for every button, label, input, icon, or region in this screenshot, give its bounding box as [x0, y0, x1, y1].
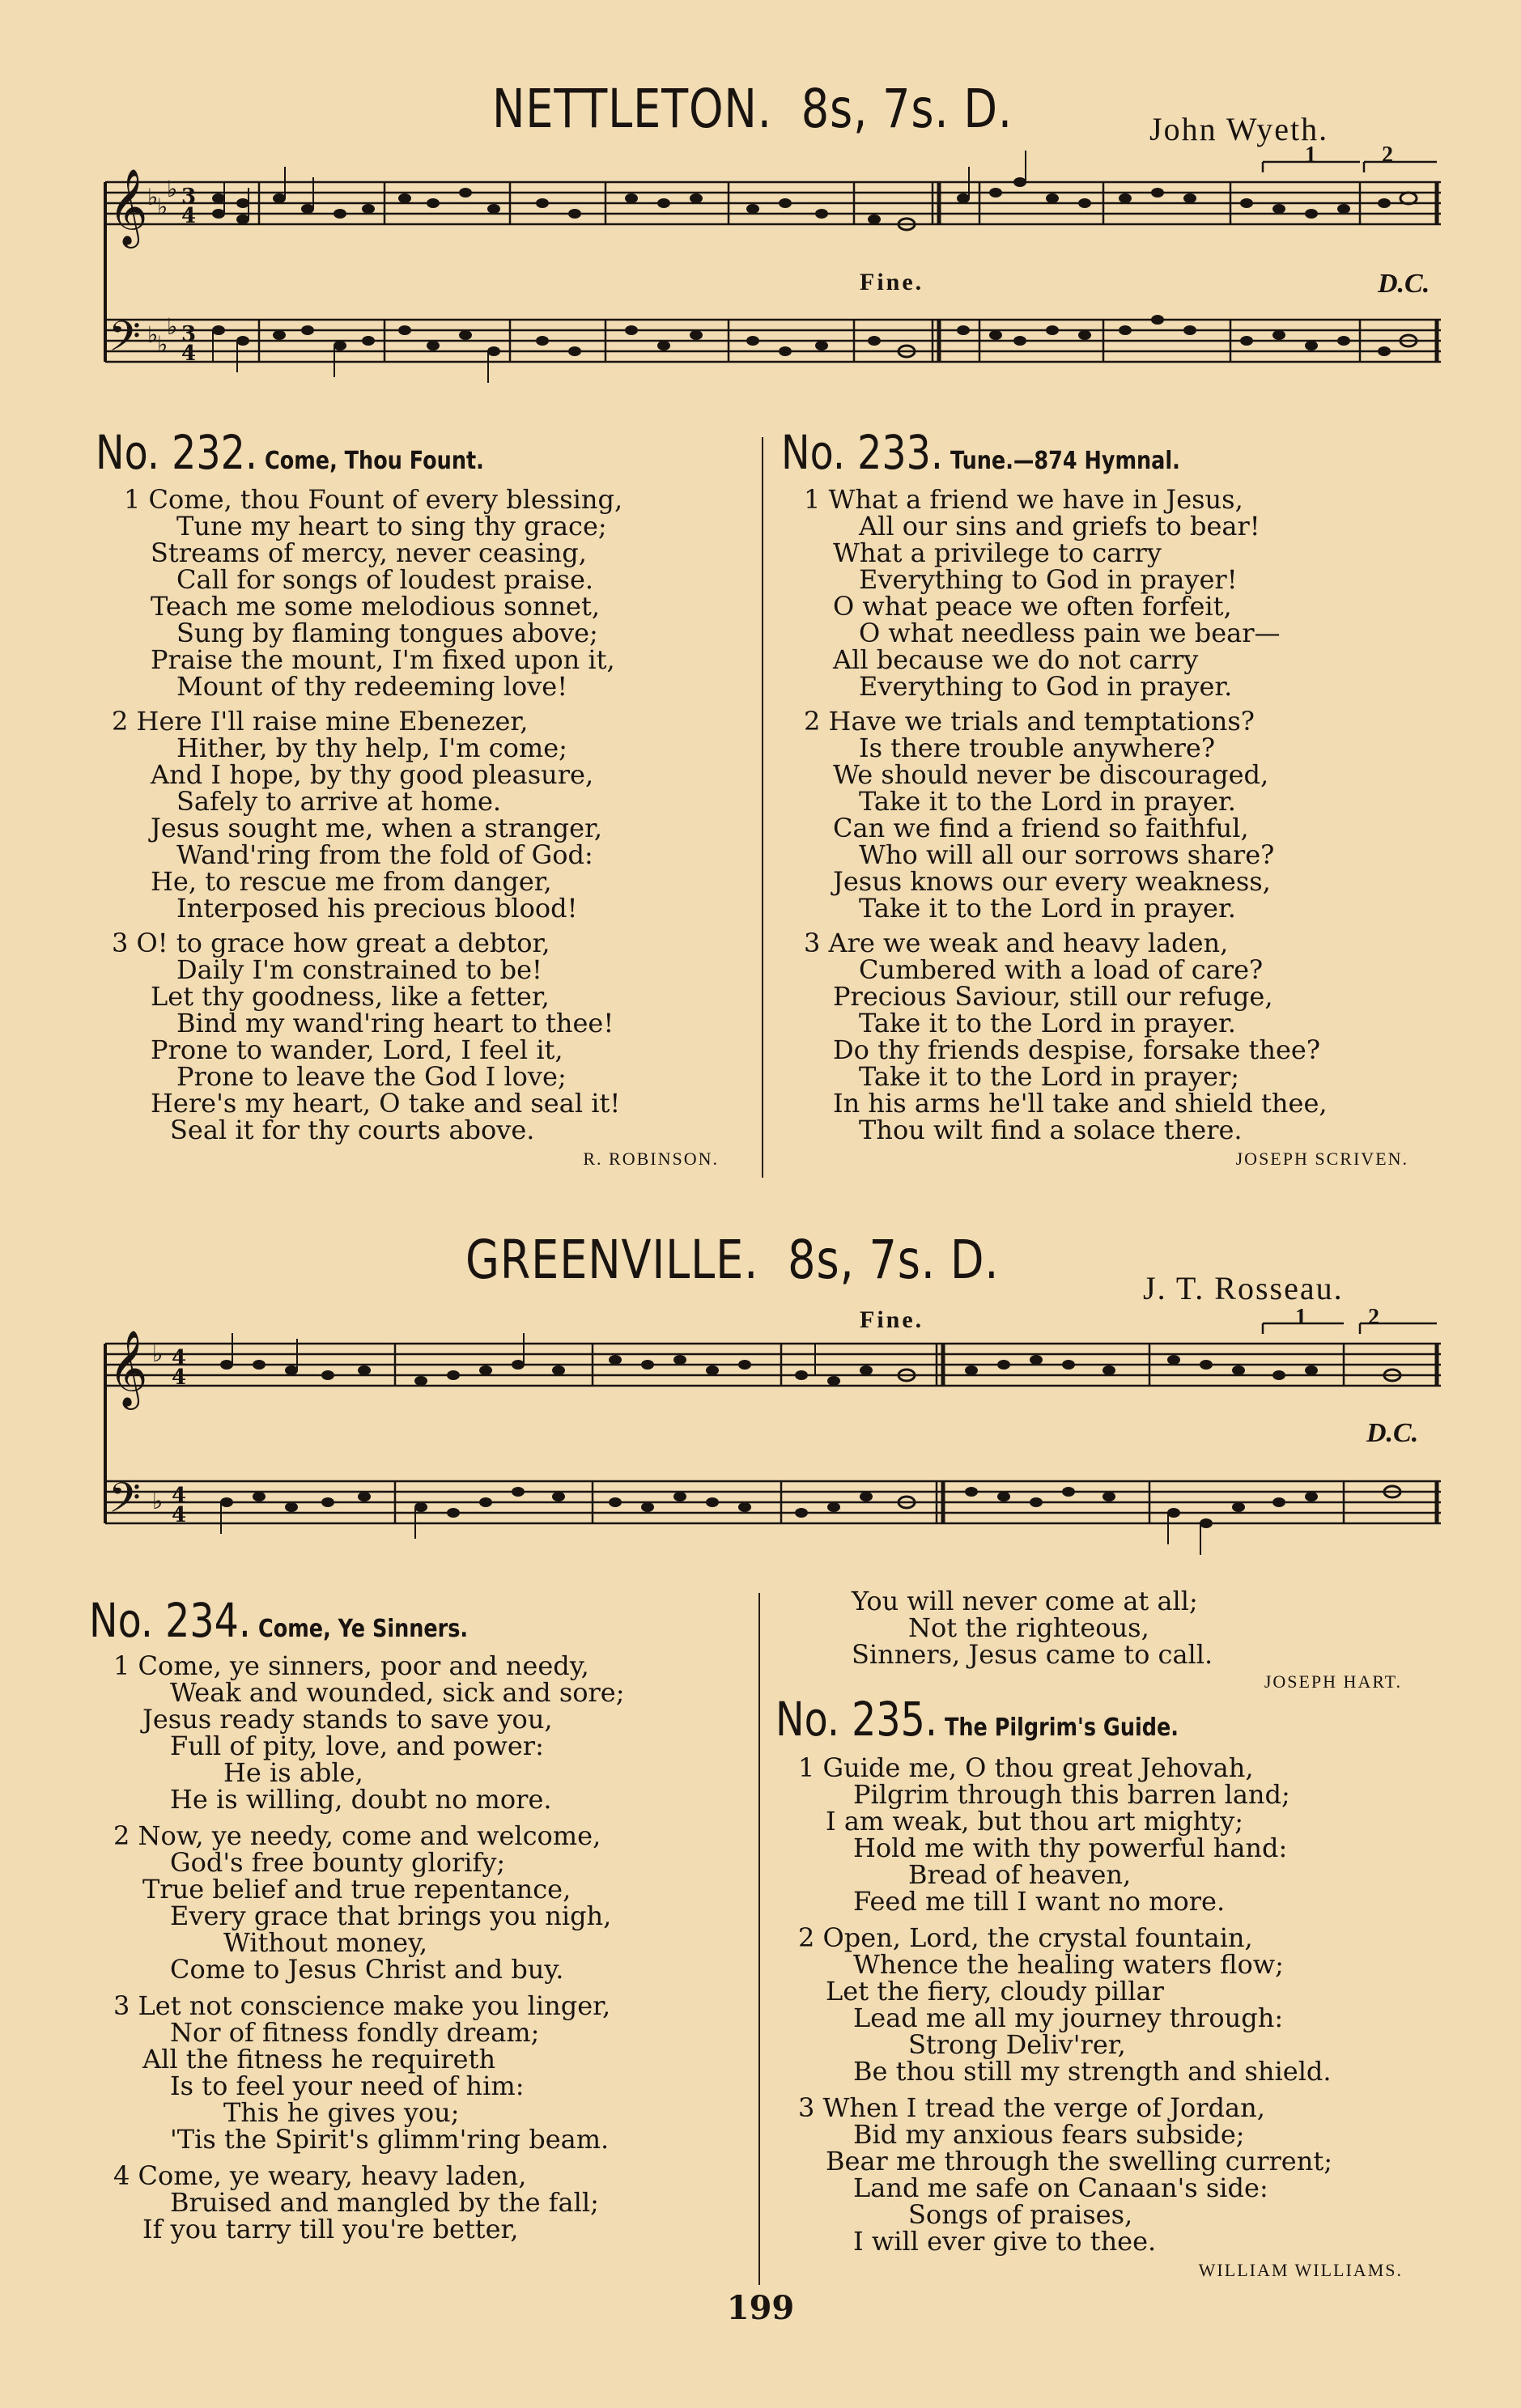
second-ending-label: 2 [1382, 142, 1393, 168]
verse [775, 2092, 1447, 2257]
verse-line: Bear me through the swelling current; [826, 2146, 1332, 2177]
verse-line: Bread of heaven, [908, 1859, 1132, 1890]
verse-line: Wand'ring from the fold of God: [176, 839, 593, 870]
svg-text:♭: ♭ [167, 313, 178, 340]
verse-line: 3 Are we weak and heavy laden, [804, 928, 1229, 958]
svg-text:♭: ♭ [157, 331, 168, 358]
verse-line: Without money, [223, 1927, 428, 1958]
verse-line: Teach me some melodious sonnet, [151, 591, 601, 622]
verse-line: Mount of thy redeeming love! [176, 671, 568, 702]
music-score [97, 1295, 1449, 1562]
tune-name: NETTLETON. [492, 78, 772, 140]
verse-line: Safely to arrive at home. [176, 786, 502, 817]
page-number: 199 [726, 2289, 795, 2327]
verse-line: Prone to leave the God I love; [176, 1061, 567, 1092]
svg-text:4: 4 [172, 1365, 187, 1390]
verse-line: Can we find a friend so faithful, [833, 813, 1249, 843]
svg-text:4: 4 [181, 204, 197, 228]
verse [775, 1922, 1447, 2087]
verse-line: Daily I'm constrained to be! [176, 954, 542, 985]
dc-marker: D.C. [1378, 269, 1430, 299]
verse-line: Whence the healing waters flow; [853, 1949, 1284, 1980]
verse-line: Songs of praises, [908, 2199, 1133, 2230]
verse-line: 3 When I tread the verge of Jordan, [798, 2092, 1265, 2123]
svg-text:𝄢: 𝄢 [108, 1473, 141, 1532]
verse-line: God's free bounty glorify; [170, 1847, 506, 1878]
verse-line: In his arms he'll take and shield thee, [833, 1088, 1328, 1119]
verse-line: Take it to the Lord in prayer. [859, 786, 1236, 817]
svg-text:𝄞: 𝄞 [108, 168, 148, 245]
tune-title [465, 1229, 999, 1291]
hymn-name: Come, Thou Fount. [264, 447, 484, 475]
hymn-author: JOSEPH HART. [1264, 1671, 1402, 1692]
verse-line: Precious Saviour, still our refuge, [833, 981, 1273, 1012]
verse-line: Hold me with thy powerful hand: [853, 1833, 1288, 1863]
verse-line: 2 Here I'll raise mine Ebenezer, [112, 706, 529, 737]
hymn-number: No. 235. [775, 1692, 937, 1747]
verse-line: Do thy friends despise, forsake thee? [833, 1034, 1320, 1065]
verse-line: This he gives you; [223, 2097, 460, 2128]
verse-line: 2 Have we trials and temptations? [804, 706, 1255, 737]
verse-line: Hither, by thy help, I'm come; [176, 733, 567, 763]
hymn-name: Come, Ye Sinners. [257, 1615, 469, 1643]
verse-line: 2 Now, ye needy, come and welcome, [113, 1820, 601, 1851]
verse-line: Take it to the Lord in prayer. [859, 1008, 1236, 1038]
hymn-235 [775, 1692, 1447, 2281]
verse-line: 2 Open, Lord, the crystal fountain, [798, 1922, 1253, 1953]
verse-line: Thou wilt find a solace there. [859, 1115, 1243, 1145]
hymn-header [96, 425, 743, 480]
music-score [97, 134, 1449, 401]
hymn-number: No. 233. [781, 425, 943, 480]
verse-line: Prone to wander, Lord, I feel it, [151, 1034, 563, 1065]
hymn-233 [781, 425, 1453, 1170]
verse [781, 486, 1453, 700]
verse-line: Full of pity, love, and power: [170, 1731, 544, 1761]
verse-line: Seal it for thy courts above. [170, 1115, 535, 1145]
svg-text:4: 4 [172, 1346, 187, 1370]
svg-text:𝄢: 𝄢 [108, 312, 141, 371]
verse-line: Let thy goodness, like a fetter, [151, 981, 550, 1012]
verse-line: Sung by flaming tongues above; [176, 618, 598, 648]
verse-line: Interposed his precious blood! [176, 893, 578, 924]
hymn-author: WILLIAM WILLIAMS. [1198, 2260, 1403, 2280]
svg-text:♭: ♭ [147, 321, 159, 348]
tune-meter: 8s, 7s. D. [801, 78, 1013, 140]
verse-line: All the fitness he requireth [142, 2044, 496, 2075]
verse-line: Jesus sought me, when a stranger, [151, 813, 603, 843]
verse-line: Strong Deliv'rer, [908, 2029, 1126, 2060]
verse-line: Weak and wounded, sick and sore; [170, 1677, 625, 1708]
verse-line: Take it to the Lord in prayer. [859, 893, 1236, 924]
svg-text:3: 3 [181, 322, 197, 346]
svg-text:4: 4 [181, 342, 197, 366]
first-ending-label: 1 [1295, 1305, 1306, 1330]
verse [96, 708, 743, 922]
verse [775, 1752, 1447, 1917]
hymn-header [775, 1692, 1447, 1747]
verse-line: I will ever give to thee. [853, 2226, 1157, 2257]
dc-marker: D.C. [1366, 1418, 1419, 1448]
svg-text:3: 3 [181, 185, 197, 209]
verse-line: He is willing, doubt no more. [170, 1784, 552, 1815]
svg-text:♭: ♭ [167, 176, 178, 202]
verse-line: Pilgrim through this barren land; [853, 1779, 1290, 1810]
composer: John Wyeth. [1149, 111, 1329, 147]
first-ending-label: 1 [1305, 142, 1316, 168]
verse-line: Not the righteous, [908, 1612, 1149, 1643]
svg-text:♭: ♭ [157, 193, 168, 220]
svg-text:♭: ♭ [147, 184, 159, 210]
verse-line: He is able, [223, 1757, 363, 1788]
verse-line: 1 Guide me, O thou great Jehovah, [798, 1752, 1254, 1783]
hymn-234 [89, 1593, 745, 2243]
verse-line: 4 Come, ye weary, heavy laden, [113, 2160, 527, 2191]
verse-line: Jesus knows our every weakness, [833, 866, 1271, 897]
svg-text:♭: ♭ [152, 1340, 164, 1367]
verse-line: Sinners, Jesus came to call. [852, 1639, 1213, 1670]
verse-line: He, to rescue me from danger, [151, 866, 552, 897]
verse-line: 1 Come, ye sinners, poor and needy, [113, 1650, 589, 1681]
verse-line: 'Tis the Spirit's glimm'ring beam. [170, 2124, 610, 2155]
second-ending-label: 2 [1368, 1305, 1379, 1330]
svg-text:4: 4 [172, 1503, 187, 1527]
verse-line: I am weak, but thou art mighty; [826, 1806, 1243, 1837]
tune-name: GREENVILLE. [465, 1229, 759, 1291]
verse [89, 1820, 745, 1985]
verse-line: Is there trouble anywhere? [859, 733, 1215, 763]
verse-line: O what peace we often forfeit, [833, 591, 1232, 622]
verse-line: Everything to God in prayer! [859, 564, 1238, 595]
svg-text:4: 4 [172, 1484, 187, 1508]
verse-line: Be thou still my strength and shield. [853, 2056, 1332, 2087]
verse-line: If you tarry till you're better, [142, 2214, 519, 2244]
verse-line: Streams of mercy, never ceasing, [151, 537, 587, 568]
verse-line: All our sins and griefs to bear! [859, 511, 1260, 541]
verse-line: Call for songs of loudest praise. [176, 564, 594, 595]
verse-line: Let the fiery, cloudy pillar [826, 1976, 1164, 2007]
verse-line: Bruised and mangled by the fall; [170, 2187, 599, 2218]
verse-line: Tune my heart to sing thy grace; [176, 511, 607, 541]
verse-line: Every grace that brings you nigh, [170, 1900, 612, 1931]
fine-marker: Fine. [860, 1306, 924, 1333]
column-divider [758, 1593, 760, 2285]
verse-line: True belief and true repentance, [142, 1874, 571, 1905]
verse-line: Lead me all my journey through: [853, 2002, 1284, 2033]
verse [96, 930, 743, 1144]
composer: J. T. Rosseau. [1143, 1270, 1344, 1306]
verse-line: Is to feel your need of him: [170, 2070, 525, 2101]
verse [89, 1650, 745, 1815]
hymn-header [781, 425, 1453, 480]
verse-line: All because we do not carry [833, 644, 1199, 675]
verse-line: We should never be discouraged, [833, 759, 1269, 790]
verse-line: Come to Jesus Christ and buy. [170, 1954, 564, 1985]
verse-line: Bid my anxious fears subside; [853, 2119, 1245, 2150]
svg-text:♭: ♭ [152, 1488, 164, 1514]
verse-line: Take it to the Lord in prayer; [859, 1061, 1240, 1092]
verse-line: And I hope, by thy good pleasure, [151, 759, 594, 790]
verse-line: 1 What a friend we have in Jesus, [804, 484, 1243, 515]
verse-line: Feed me till I want no more. [853, 1886, 1226, 1917]
hymn-author: R. ROBINSON. [583, 1149, 719, 1169]
verse [781, 930, 1453, 1144]
tune-meter: 8s, 7s. D. [788, 1229, 1000, 1291]
verse-line: Land me safe on Canaan's side: [853, 2172, 1268, 2203]
verse [781, 708, 1453, 922]
hymn-234-continued [852, 1588, 1467, 1692]
hymn-232 [96, 425, 743, 1170]
hymn-header [89, 1593, 745, 1648]
tune-title [492, 78, 1013, 140]
verse-line: What a privilege to carry [833, 537, 1162, 568]
verse-line: You will never come at all; [852, 1586, 1198, 1616]
column-divider [762, 437, 763, 1178]
verse-line: Bind my wand'ring heart to thee! [176, 1008, 614, 1038]
verse-line: Praise the mount, I'm fixed upon it, [151, 644, 615, 675]
hymn-name: Tune.—874 Hymnal. [950, 447, 1180, 475]
verse-line: Everything to God in prayer. [859, 671, 1233, 702]
verse-line: Jesus ready stands to save you, [142, 1704, 553, 1735]
hymn-number: No. 234. [89, 1593, 251, 1648]
verse-line: Nor of fitness fondly dream; [170, 2017, 540, 2048]
verse-line: O what needless pain we bear— [859, 618, 1281, 648]
verse [89, 1990, 745, 2155]
hymn-name: The Pilgrim's Guide. [944, 1714, 1179, 1742]
hymn-author: JOSEPH SCRIVEN. [1235, 1149, 1408, 1169]
verse-line: Cumbered with a load of care? [859, 954, 1264, 985]
hymn-number: No. 232. [96, 425, 257, 480]
svg-text:𝄞: 𝄞 [108, 1330, 148, 1407]
verse [89, 2160, 745, 2244]
verse-line: 1 Come, thou Fount of every blessing, [124, 484, 623, 515]
verse-line: Who will all our sorrows share? [859, 839, 1275, 870]
verse-line: 3 O! to grace how great a debtor, [112, 928, 550, 958]
fine-marker: Fine. [860, 269, 924, 295]
verse-line: Here's my heart, O take and seal it! [151, 1088, 621, 1119]
verse [96, 486, 743, 700]
verse-line: 3 Let not conscience make you linger, [113, 1990, 611, 2021]
